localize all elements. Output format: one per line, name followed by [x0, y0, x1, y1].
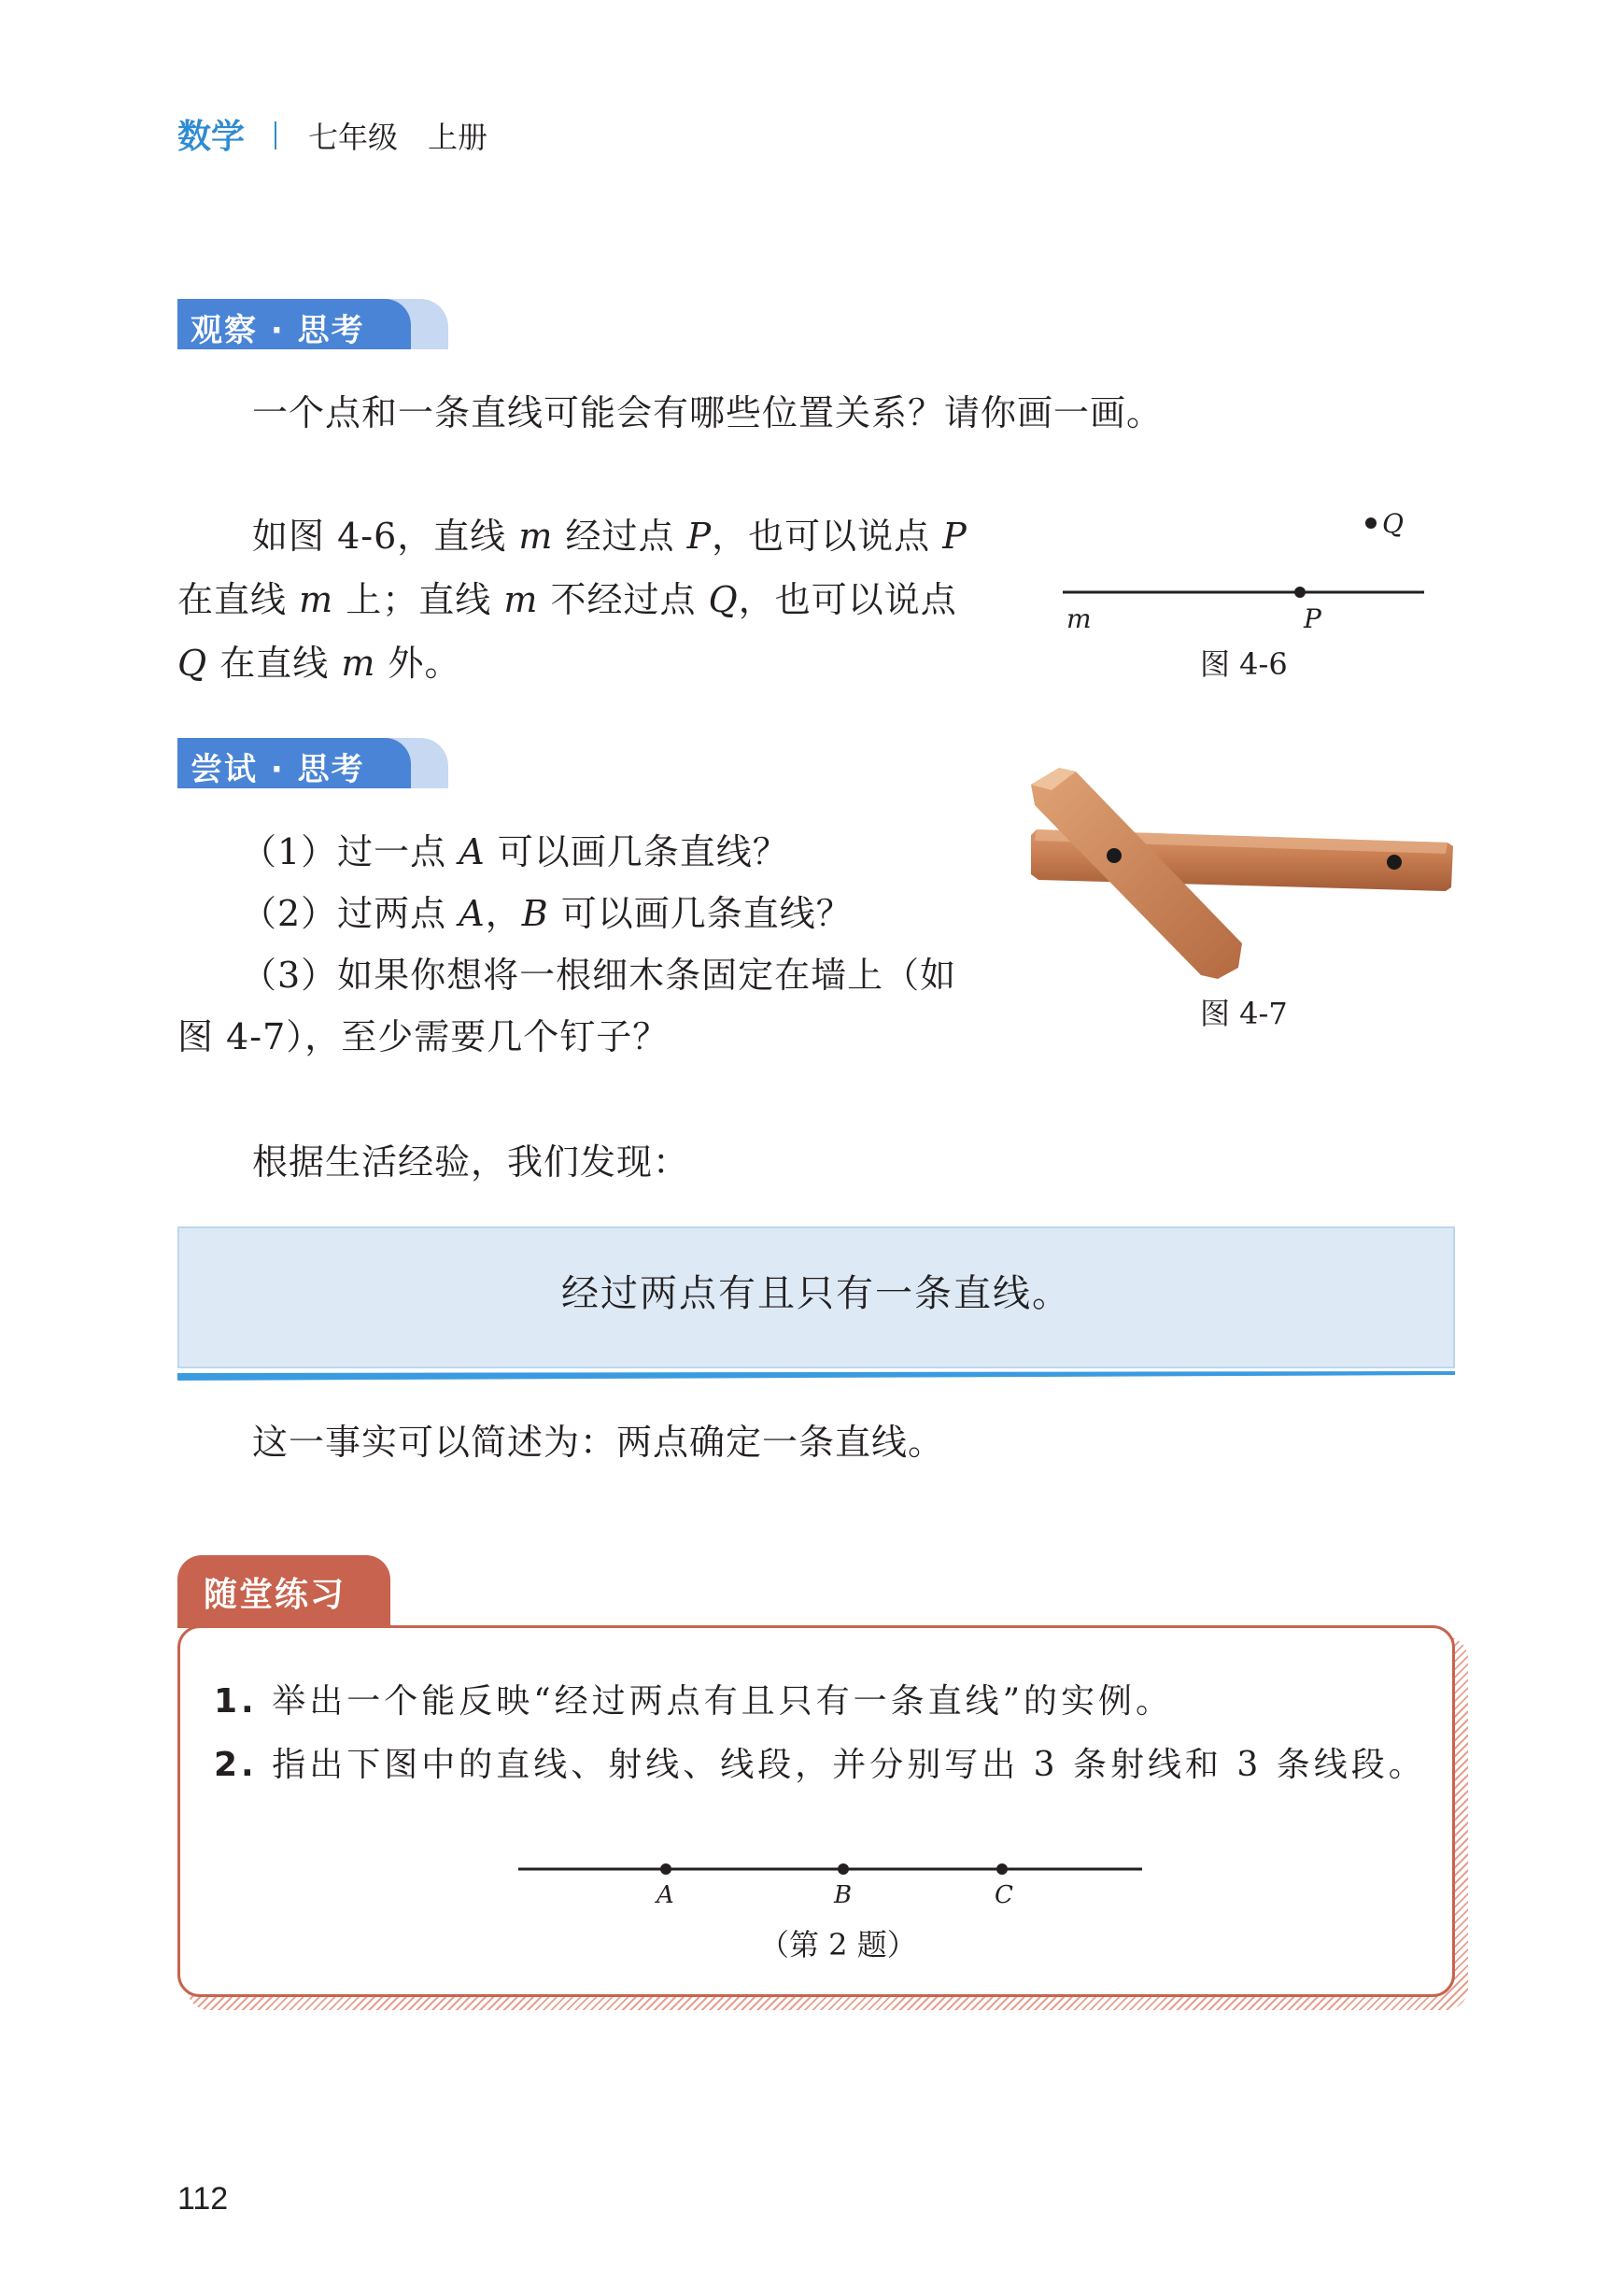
point-p	[1294, 587, 1306, 598]
grade-label: 七年级 上册	[308, 120, 488, 155]
rule-statement: 经过两点有且只有一条直线。	[561, 1272, 1071, 1315]
page-number: 112	[177, 2181, 229, 2217]
figure-4-7-caption: 图 4-7	[1200, 996, 1288, 1031]
label-q: Q	[1382, 508, 1404, 539]
finding-intro: 根据生活经验，我们发现：	[252, 1141, 690, 1183]
point-a	[660, 1863, 671, 1875]
observe-think-title: 观察 · 思考	[191, 312, 365, 349]
point-q	[1365, 517, 1377, 529]
practice-box	[177, 1625, 1455, 1997]
rule-bottom-accent	[177, 1367, 1455, 1376]
try-question-3-line-2: 图 4-7），至少需要几个钉子？	[177, 1016, 670, 1057]
try-question-3-line-1: （3）如果你想将一根细木条固定在墙上（如	[241, 955, 957, 996]
try-think-title: 尝试 · 思考	[191, 751, 365, 788]
label-a: A	[657, 1881, 674, 1909]
explain-line-1: 如图 4-6，直线 m 经过点 P，也可以说点 P	[252, 516, 967, 557]
figure-4-6-caption: 图 4-6	[1200, 646, 1288, 682]
try-question-2: （2）过两点 A，B 可以画几条直线？	[241, 893, 853, 934]
label-p: P	[1304, 603, 1321, 634]
try-question-1: （1）过一点 A 可以画几条直线？	[241, 831, 789, 872]
practice-figure-caption: （第 2 题）	[759, 1927, 917, 1962]
practice-header	[177, 1555, 390, 1628]
label-c: C	[995, 1881, 1013, 1909]
position-question: 一个点和一条直线可能会有哪些位置关系？请你画一画。	[252, 392, 1164, 433]
figure-4-7-sticks	[1018, 757, 1466, 999]
practice-figure	[507, 1850, 1161, 1916]
header-divider	[275, 121, 276, 149]
practice-item-1: 1. 举出一个能反映“经过两点有且只有一条直线”的实例。	[214, 1682, 1173, 1721]
rule-box	[177, 1226, 1455, 1368]
label-b: B	[834, 1881, 853, 1909]
subject-label: 数学	[177, 118, 246, 156]
point-b	[838, 1863, 849, 1875]
practice-title: 随堂练习	[204, 1576, 346, 1614]
label-m: m	[1066, 603, 1092, 634]
figure-4-6	[1046, 495, 1438, 645]
point-c	[996, 1863, 1008, 1875]
explain-line-2: 在直线 m 上；直线 m 不经过点 Q，也可以说点	[177, 579, 957, 620]
nail-left	[1107, 848, 1122, 863]
nail-right	[1387, 855, 1402, 870]
practice-item-2: 2. 指出下图中的直线、射线、线段，并分别写出 3 条射线和 3 条线段。	[214, 1746, 1426, 1784]
explain-line-3: Q 在直线 m 外。	[177, 643, 461, 684]
summary: 这一事实可以简述为：两点确定一条直线。	[252, 1422, 945, 1463]
